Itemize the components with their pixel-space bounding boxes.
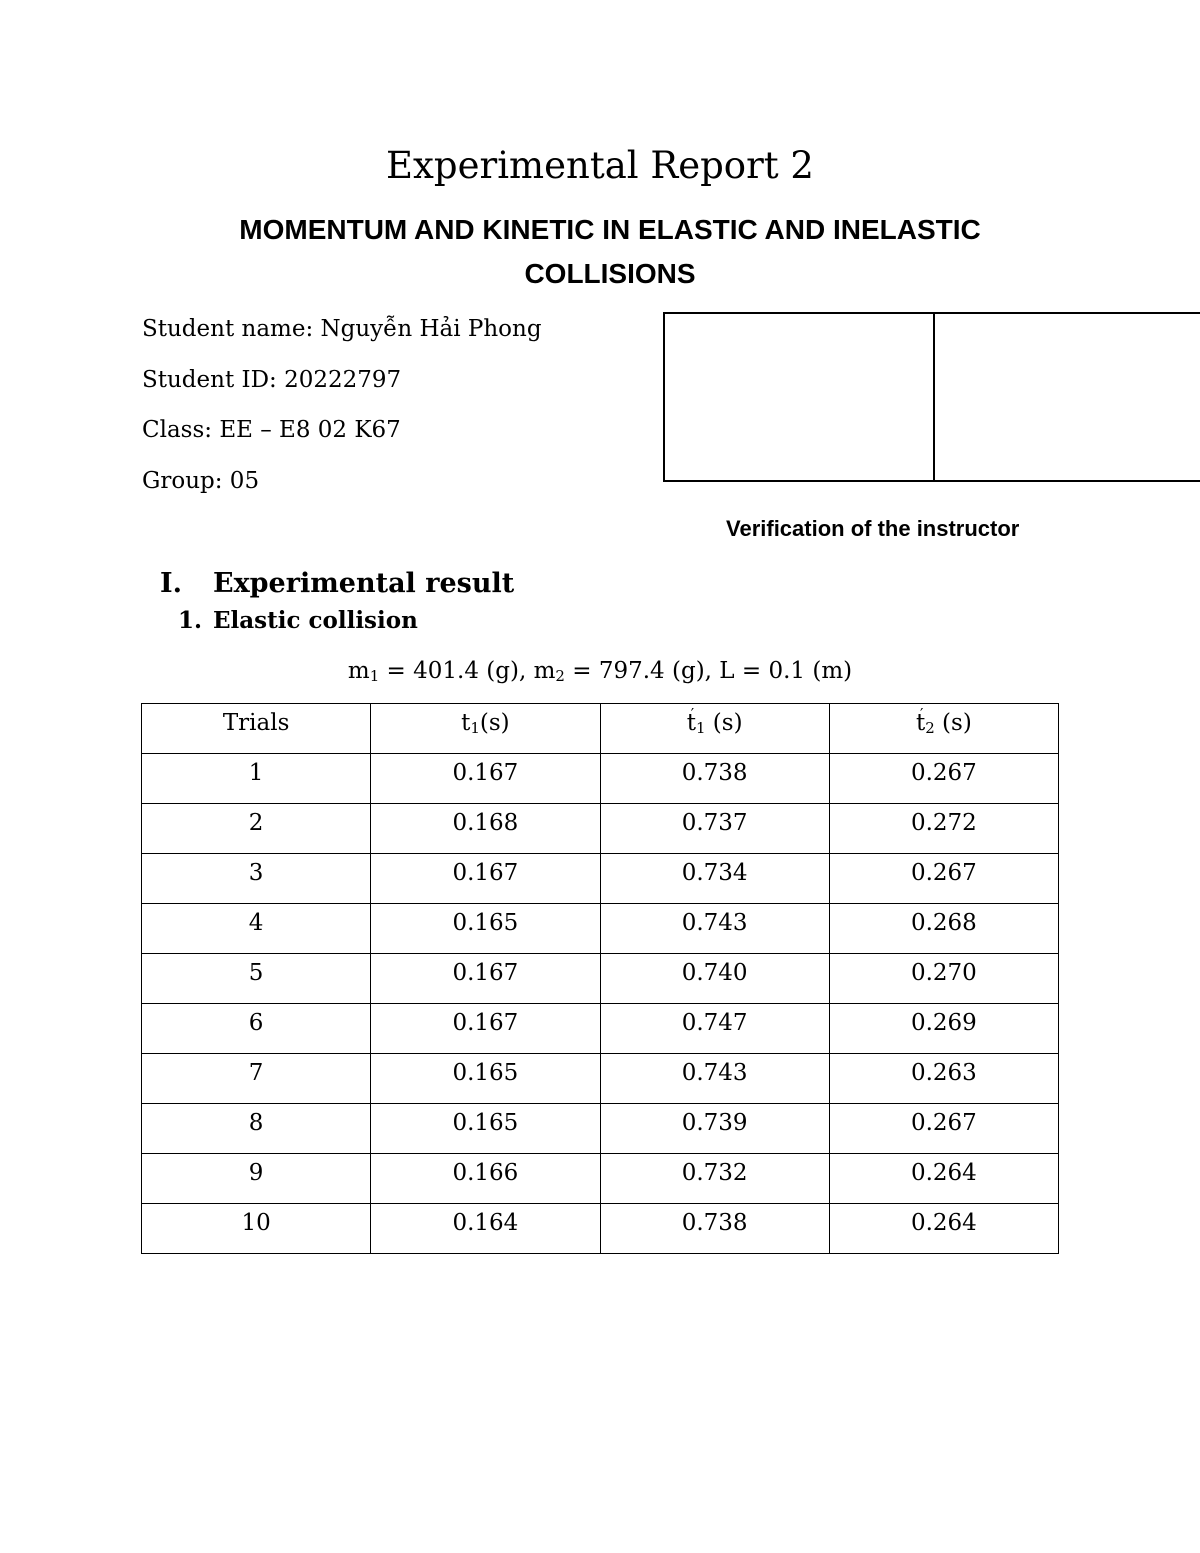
t2-prime-index: 2 [925,719,935,737]
student-group: Group: 05 [142,468,260,494]
cell-t2-prime: 0.269 [829,1004,1058,1054]
cell-t2-prime: 0.264 [829,1204,1058,1254]
cell-t2-prime: 0.264 [829,1154,1058,1204]
elastic-collision-table [141,703,1059,1254]
instructor-verification-label: Verification of the instructor [726,516,1020,541]
cell-trial: 7 [142,1054,371,1104]
cell-trial: 10 [142,1204,371,1254]
t1-symbol: t [461,710,471,736]
table-header-row [142,704,1059,754]
cell-t1-prime: 0.738 [600,1204,829,1254]
cell-trial: 9 [142,1154,371,1204]
cell-t1: 0.168 [371,804,600,854]
m2-value: = 797.4 (g), L = 0.1 (m) [564,658,853,684]
cell-trial: 3 [142,854,371,904]
cell-t2-prime: 0.270 [829,954,1058,1004]
table-row [142,1154,1059,1204]
cell-t1: 0.165 [371,904,600,954]
cell-t2-prime: 0.272 [829,804,1058,854]
cell-trial: 6 [142,1004,371,1054]
cell-t2-prime: 0.267 [829,1104,1058,1154]
header-trials: Trials [142,704,371,754]
m2-symbol: m [533,658,556,684]
cell-t1: 0.167 [371,854,600,904]
cell-t1: 0.167 [371,754,600,804]
cell-trial: 5 [142,954,371,1004]
student-name: Student name: Nguyễn Hải Phong [142,316,542,342]
section-number: I. [160,568,183,599]
cell-t1-prime: 0.738 [600,754,829,804]
subsection-number: 1. [178,607,203,634]
table-row [142,1054,1059,1104]
m1-value: = 401.4 (g), [379,658,534,684]
section-title: Experimental result [213,568,515,599]
cell-t1-prime: 0.732 [600,1154,829,1204]
m2-index: 2 [555,667,565,685]
instructor-signature-box [663,312,1200,482]
cell-t1: 0.167 [371,954,600,1004]
cell-t1-prime: 0.743 [600,1054,829,1104]
report-subtitle: MOMENTUM AND KINETIC IN ELASTIC AND INELASTIC COLLISIONS [239,214,981,289]
header-t1-prime [600,704,829,754]
experiment-parameters [0,656,1200,686]
t1-unit: (s) [479,710,510,736]
cell-t2-prime: 0.263 [829,1054,1058,1104]
table-row [142,904,1059,954]
student-id: Student ID: 20222797 [142,367,402,393]
m1-symbol: m [347,658,370,684]
signature-box-divider [933,314,935,480]
m1-index: 1 [369,667,380,685]
cell-trial: 1 [142,754,371,804]
cell-t1-prime: 0.737 [600,804,829,854]
cell-t1-prime: 0.734 [600,854,829,904]
cell-t2-prime: 0.268 [829,904,1058,954]
table-row [142,1004,1059,1054]
table-row [142,854,1059,904]
t2-prime-unit: (s) [934,710,972,736]
student-class: Class: EE – E8 02 K67 [142,417,401,443]
cell-t1: 0.167 [371,1004,600,1054]
cell-t1-prime: 0.740 [600,954,829,1004]
cell-t1-prime: 0.739 [600,1104,829,1154]
cell-t2-prime: 0.267 [829,754,1058,804]
subsection-title: Elastic collision [213,607,418,634]
header-t2-prime [829,704,1058,754]
cell-t1: 0.164 [371,1204,600,1254]
table-row [142,804,1059,854]
t1-prime-symbol: t ′ [687,704,696,742]
cell-t2-prime: 0.267 [829,854,1058,904]
t1-index: 1 [470,719,480,737]
cell-t1: 0.165 [371,1104,600,1154]
t1-prime-unit: (s) [705,710,743,736]
cell-t1-prime: 0.743 [600,904,829,954]
table-row [142,1104,1059,1154]
table-row [142,954,1059,1004]
table-row [142,754,1059,804]
table-row [142,1204,1059,1254]
report-title: Experimental Report 2 [386,144,814,187]
cell-trial: 8 [142,1104,371,1154]
cell-t1: 0.165 [371,1054,600,1104]
cell-t1: 0.166 [371,1154,600,1204]
t2-prime-symbol: t ′ [916,704,925,742]
t1-prime-index: 1 [695,719,706,737]
cell-trial: 4 [142,904,371,954]
header-t1 [371,704,600,754]
cell-trial: 2 [142,804,371,854]
cell-t1-prime: 0.747 [600,1004,829,1054]
